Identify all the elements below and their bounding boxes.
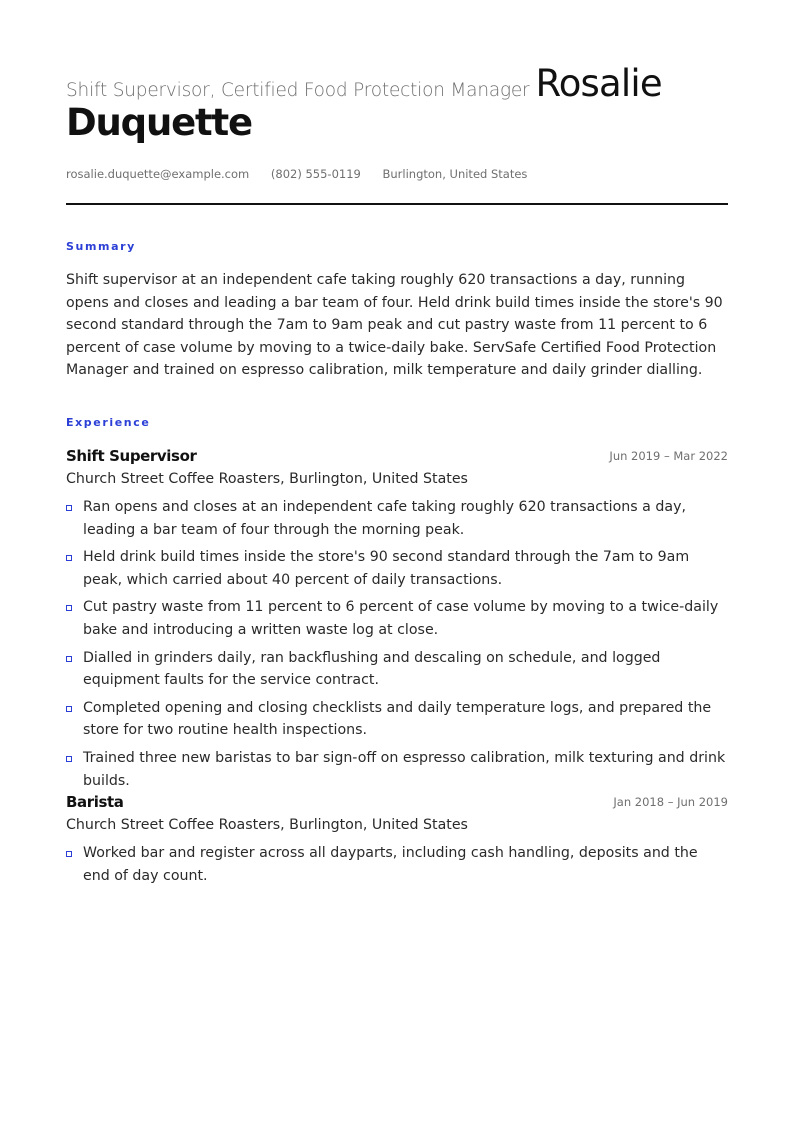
list-item	[66, 697, 728, 742]
square-bullet-icon	[66, 505, 72, 511]
email-text: rosalie.duquette@example.com	[66, 167, 250, 181]
summary-heading: Summary	[66, 240, 136, 253]
job-header	[66, 446, 728, 468]
square-bullet-icon	[66, 605, 72, 611]
bullet-text: Held drink build times inside the store's 90 second standard through the 7am to 9am peak, which carried about 40 percent of daily transactions.	[83, 549, 690, 588]
square-bullet-icon	[66, 706, 72, 712]
list-item	[66, 842, 728, 887]
list-item	[66, 546, 728, 591]
last-name: Duquette	[66, 101, 252, 144]
list-item	[66, 647, 728, 692]
header-divider	[66, 203, 728, 205]
job-company: Church Street Coffee Roasters, Burlington, United States	[66, 471, 468, 487]
bullet-text: Worked bar and register across all dayparts, including cash handling, deposits and the end of day count.	[83, 845, 698, 884]
job-title: Shift Supervisor	[66, 447, 197, 465]
job-header	[66, 792, 728, 814]
job-entry	[66, 792, 728, 892]
location-text: Burlington, United States	[382, 167, 528, 181]
bullet-text: Completed opening and closing checklists and daily temperature logs, and prepared the store for two routine health inspections.	[83, 699, 712, 739]
job-bullets	[66, 842, 728, 887]
summary-text: Shift supervisor at an independent cafe taking roughly 620 transactions a day, running opens and closes and leading a bar team of four. Held drink build times inside the store's 90 second standard through the 7am to 9am peak and cut pastry waste from 11 percent to 6 percent of case volume by moving to a twice-daily bake. ServSafe Certified Food Protection Manager and trained on espresso calibration, milk temperature and daily grinder dialling.	[66, 272, 723, 379]
phone-text: (802) 555-0119	[270, 167, 361, 181]
square-bullet-icon	[66, 851, 72, 857]
job-subtitle: Shift Supervisor, Certified Food Protection Manager	[66, 80, 530, 101]
job-bullets	[66, 496, 728, 792]
square-bullet-icon	[66, 656, 72, 662]
job-entry	[66, 446, 728, 797]
first-name: Rosalie	[535, 62, 662, 105]
bullet-text: Dialled in grinders daily, ran backflushing and descaling on schedule, and logged equipment faults for the service contract.	[83, 649, 661, 689]
experience-heading: Experience	[66, 416, 151, 429]
job-company: Church Street Coffee Roasters, Burlington, United States	[66, 817, 468, 833]
job-title: Barista	[66, 793, 124, 811]
job-dates: Jan 2018 – Jun 2019	[613, 795, 728, 809]
contact-info	[66, 167, 545, 181]
list-item	[66, 747, 728, 792]
list-item	[66, 496, 728, 541]
square-bullet-icon	[66, 555, 72, 561]
bullet-text: Cut pastry waste from 11 percent to 6 percent of case volume by moving to a twice-daily bake and introducing a written waste log at close.	[83, 599, 719, 638]
square-bullet-icon	[66, 756, 72, 762]
header-line	[66, 62, 662, 105]
bullet-text: Ran opens and closes at an independent cafe taking roughly 620 transactions a day, leading a bar team of four through the morning peak.	[83, 499, 686, 538]
list-item	[66, 596, 728, 641]
bullet-text: Trained three new baristas to bar sign-off on espresso calibration, milk texturing and drink builds.	[83, 749, 726, 789]
job-dates: Jun 2019 – Mar 2022	[609, 449, 728, 463]
